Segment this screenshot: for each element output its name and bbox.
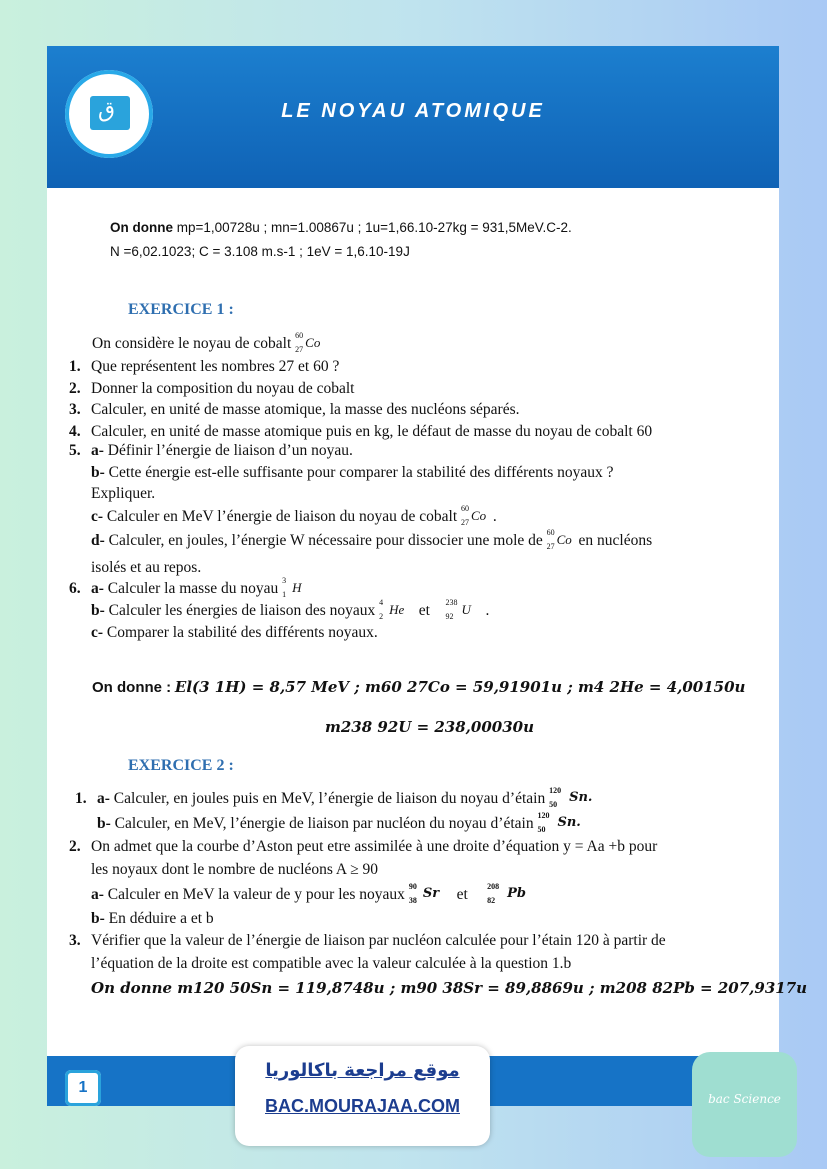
given-line-1: mp=1,00728u ; mn=1.00867u ; 1u=1,66.10-27kg = 931,5MeV.C-2. — [176, 220, 572, 235]
page-number: 1 — [65, 1070, 101, 1106]
watermark-arabic: موقع مراجعة باكالوريا — [265, 1060, 460, 1081]
ex2-q2-2: les noyaux dont le nombre de nucléons A ≥ 90 — [91, 861, 379, 878]
ex1-given-values: On donne : El(3 1H) = 8,57 MeV ; m60 27Co = 59,91901u ; m4 2He = 4,00150u — [92, 678, 746, 696]
ex1-q5a: 5. a- Définir l’énergie de liaison d’un noyau. — [69, 442, 353, 459]
ex1-q3: 3. Calculer, en unité de masse atomique, la masse des nucléons séparés. — [69, 401, 520, 418]
ex1-q1: 1. Que représentent les nombres 27 et 60 ? — [69, 358, 340, 375]
given-label: On donne — [110, 220, 173, 235]
watermark-banner[interactable] — [235, 1046, 490, 1146]
ex1-q5d: d- Calculer, en joules, l’énergie W nécessaire pour dissocier une mole de 60 27 Co en nucléons — [91, 528, 653, 552]
ex1-q6b: b- Calculer les énergies de liaison des noyaux 4 2 He et 238 92 U . — [91, 598, 490, 622]
page-title: LE NOYAU ATOMIQUE — [281, 100, 545, 122]
ex1-q4: 4. Calculer, en unité de masse atomique puis en kg, le défaut de masse du noyau de cobalt 60 — [69, 423, 653, 440]
ex2-q3: 3. Vérifier que la valeur de l’énergie de liaison par nucléon calculée pour l’étain 120 à partir de — [69, 932, 666, 949]
header-banner — [47, 46, 779, 188]
bac-science-badge-icon: bac Science — [692, 1052, 797, 1157]
ex1-q5b: b- Cette énergie est-elle suffisante pour comparer la stabilité des différents noyaux ? — [91, 464, 614, 481]
ex2-q3-2: l’équation de la droite est compatible avec la valeur calculée à la question 1.b — [91, 955, 572, 972]
ex1-given-values-2: m238 92U = 238,00030u — [325, 718, 534, 736]
exercise-1-title: EXERCICE 1 : — [128, 301, 234, 318]
document-page — [47, 46, 808, 1106]
ex2-q1a: 1. a- Calculer, en joules puis en MeV, l’énergie de liaison du noyau d’étain 120 50 Sn. — [75, 786, 593, 810]
ex2-given-values: On donne m120 50Sn = 119,8748u ; m90 38Sr = 89,8869u ; m208 82Pb = 207,9317u — [91, 979, 808, 997]
ex2-q2b: b- En déduire a et b — [91, 910, 214, 927]
ex2-q2a: a- Calculer en MeV la valeur de y pour les noyaux 90 38 Sr et 208 82 Pb — [91, 882, 526, 906]
given-constants — [110, 216, 572, 264]
ex2-q2: 2. On admet que la courbe d’Aston peut etre assimilée à une droite d’équation y = Aa +b pour — [69, 838, 658, 855]
ex1-q6a: 6. a- Calculer la masse du noyau 3 1 H — [69, 576, 302, 600]
arabic-letter-logo-icon: ق — [98, 98, 116, 123]
ex1-q2: 2. Donner la composition du noyau de cobalt — [69, 380, 355, 397]
ex1-q6c: c- Comparer la stabilité des différents noyaux. — [91, 624, 378, 641]
ex1-intro: On considère le noyau de cobalt 60 27 Co — [92, 335, 323, 353]
cobalt-nucleus-symbol: 60 27 Co — [295, 331, 321, 355]
ex1-q5b-2: Expliquer. — [91, 485, 156, 502]
exercise-2-title: EXERCICE 2 : — [128, 757, 234, 774]
ex1-q5c: c- Calculer en MeV l’énergie de liaison du noyau de cobalt 60 27 Co . — [91, 504, 497, 528]
ex2-q1b: b- Calculer, en MeV, l’énergie de liaison par nucléon du noyau d’étain 120 50 Sn. — [97, 811, 581, 835]
given-line-2: N =6,02.1023; C = 3.108 m.s-1 ; 1eV = 1,6.10-19J — [110, 244, 410, 259]
ex1-q5d-2: isolés et au repos. — [91, 559, 202, 576]
watermark-url[interactable]: BAC.MOURAJAA.COM — [265, 1096, 460, 1116]
